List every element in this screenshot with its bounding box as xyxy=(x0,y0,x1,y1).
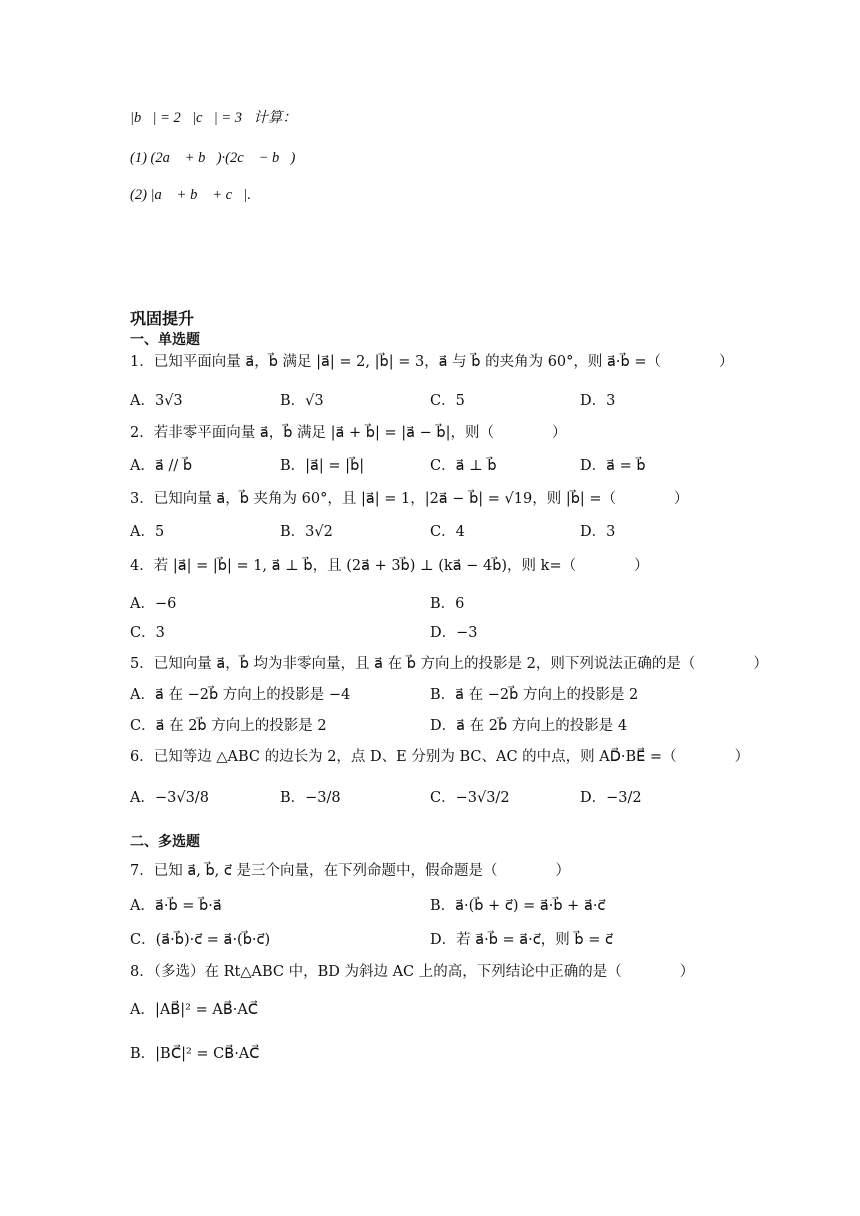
question-7-stem: 7．已知 a⃗, b⃗, c⃗ 是三个向量，在下列命题中，假命题是（ ） xyxy=(130,863,570,879)
multi-choice-title: 二、多选题 xyxy=(130,834,200,850)
question-4-option-c: C．3 xyxy=(130,625,165,641)
question-2-option-b: B．|a⃗| = |b⃗| xyxy=(280,458,365,474)
question-4-option-a: A．−6 xyxy=(130,596,177,612)
question-6-option-b: B．−3/8 xyxy=(280,790,341,806)
question-8-option-b: B．|BC⃗|² = CB⃗·AC⃗ xyxy=(130,1046,260,1062)
question-8-stem: 8．（多选）在 Rt△ABC 中，BD 为斜边 AC 上的高，下列结论中正确的是（ ） xyxy=(130,964,695,980)
single-choice-title: 一、单选题 xyxy=(130,332,200,348)
intro-part1: (1) (2a⃗ + b⃗)·(2c⃗ − b⃗)； xyxy=(130,150,307,166)
question-7-option-c: C．(a⃗·b⃗)·c⃗ = a⃗·(b⃗·c⃗) xyxy=(130,932,271,948)
question-6-option-c: C．−3√3/2 xyxy=(430,790,510,806)
question-2-option-d: D．a⃗ = b⃗ xyxy=(580,458,646,474)
question-5-option-a: A．a⃗ 在 −2b⃗ 方向上的投影是 −4 xyxy=(130,687,351,703)
question-5-stem: 5．已知向量 a⃗，b⃗ 均为非零向量，且 a⃗ 在 b⃗ 方向上的投影是 2，则下列说法正确的是（ ） xyxy=(130,656,768,672)
question-6-stem: 6．已知等边 △ABC 的边长为 2，点 D、E 分别为 BC、AC 的中点，则 AD⃗·BE⃗ =（ ） xyxy=(130,749,750,765)
question-7-option-a: A．a⃗·b⃗ = b⃗·a⃗ xyxy=(130,898,222,914)
question-6-option-d: D．−3/2 xyxy=(580,790,642,806)
question-6-option-a: A．−3√3/8 xyxy=(130,790,209,806)
question-5-option-b: B．a⃗ 在 −2b⃗ 方向上的投影是 2 xyxy=(430,687,639,703)
intro-part2: (2) |a⃗ + b⃗ + c⃗|. xyxy=(130,187,251,203)
question-3-option-b: B．3√2 xyxy=(280,524,333,540)
question-8-option-a: A．|AB⃗|² = AB⃗·AC⃗ xyxy=(130,1002,258,1018)
question-2-stem: 2．若非零平面向量 a⃗，b⃗ 满足 |a⃗ + b⃗| = |a⃗ − b⃗|，则（ ） xyxy=(130,425,567,441)
question-1-option-d: D．3 xyxy=(580,393,616,409)
question-2-option-c: C．a⃗ ⊥ b⃗ xyxy=(430,458,497,474)
question-4-stem: 4．若 |a⃗| = |b⃗| = 1, a⃗ ⊥ b⃗，且 (2a⃗ + 3b⃗) ⊥ (ka⃗ − 4b⃗)，则 k=（ ） xyxy=(130,558,649,574)
question-4-option-d: D．−3 xyxy=(430,625,478,641)
question-7-option-b: B．a⃗·(b⃗ + c⃗) = a⃗·b⃗ + a⃗·c⃗ xyxy=(430,898,606,914)
section-title: 巩固提升 xyxy=(130,309,195,328)
intro-given: |b⃗| = 2，|c⃗| = 3，计算： xyxy=(130,110,297,126)
question-1-option-c: C．5 xyxy=(430,393,465,409)
question-5-option-c: C．a⃗ 在 2b⃗ 方向上的投影是 2 xyxy=(130,718,327,734)
question-5-option-d: D．a⃗ 在 2b⃗ 方向上的投影是 4 xyxy=(430,718,628,734)
question-3-option-c: C．4 xyxy=(430,524,465,540)
question-1-option-a: A．3√3 xyxy=(130,393,183,409)
question-3-option-a: A．5 xyxy=(130,524,165,540)
question-3-stem: 3．已知向量 a⃗，b⃗ 夹角为 60°，且 |a⃗| = 1，|2a⃗ − b⃗| = √19，则 |b⃗| =（ ） xyxy=(130,491,689,507)
question-1-stem: 1．已知平面向量 a⃗，b⃗ 满足 |a⃗| = 2, |b⃗| = 3，a⃗ 与 b⃗ 的夹角为 60°，则 a⃗·b⃗ =（ ） xyxy=(130,354,734,370)
question-2-option-a: A．a⃗ // b⃗ xyxy=(130,458,193,474)
question-1-option-b: B．√3 xyxy=(280,393,324,409)
question-7-option-d: D．若 a⃗·b⃗ = a⃗·c⃗，则 b⃗ = c⃗ xyxy=(430,932,613,948)
question-4-option-b: B．6 xyxy=(430,596,465,612)
question-3-option-d: D．3 xyxy=(580,524,616,540)
